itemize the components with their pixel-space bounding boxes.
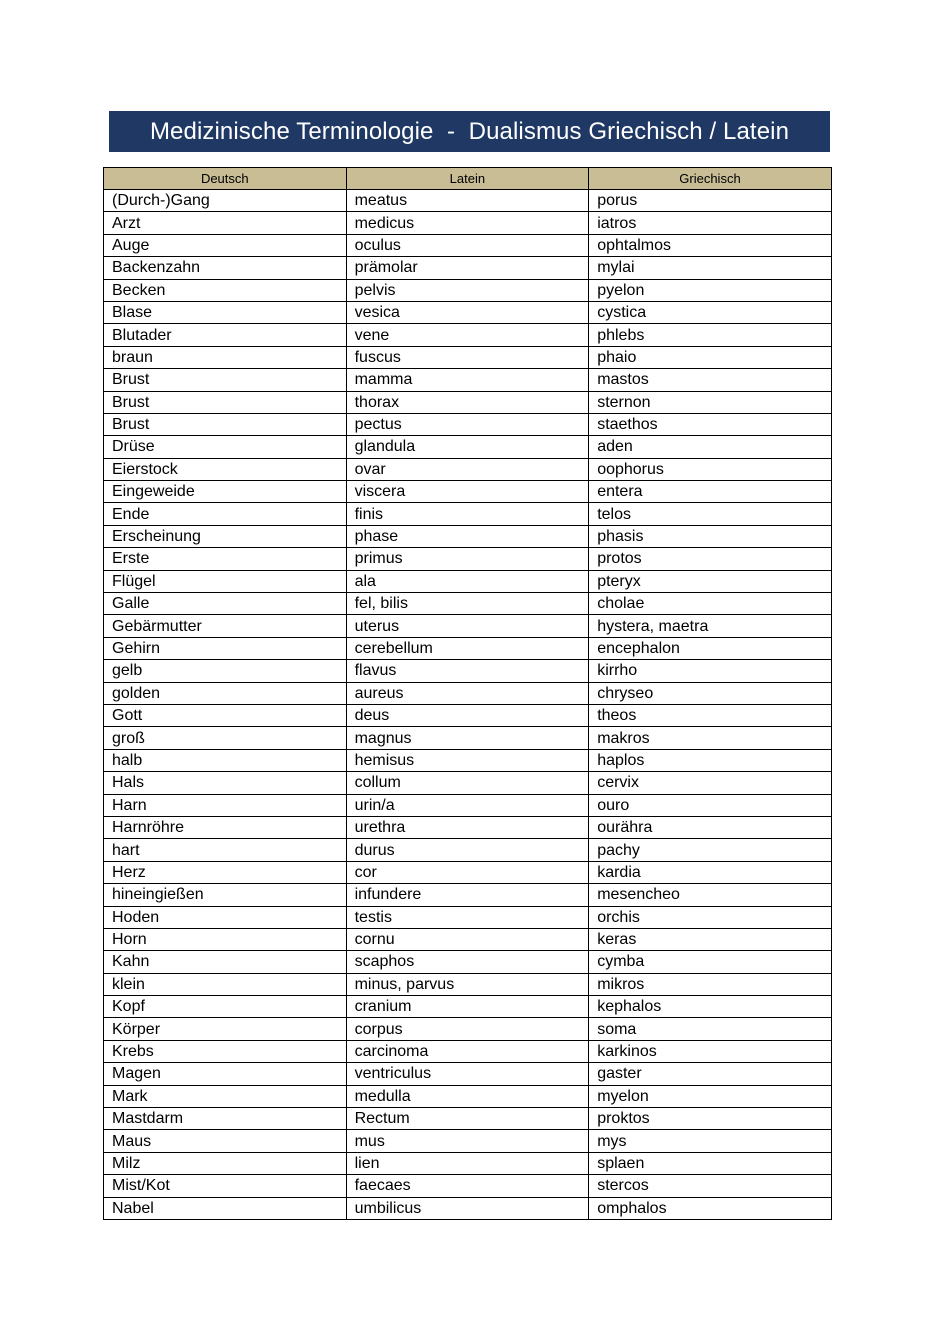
table-row (104, 1197, 832, 1219)
cell-deutsch: Maus (104, 1130, 347, 1152)
table-row (104, 682, 832, 704)
cell-latein: uterus (346, 615, 589, 637)
cell-latein: primus (346, 548, 589, 570)
cell-deutsch: Drüse (104, 436, 347, 458)
cell-deutsch: Hoden (104, 906, 347, 928)
cell-griechisch: ophtalmos (589, 234, 832, 256)
cell-griechisch: phasis (589, 525, 832, 547)
table-row (104, 973, 832, 995)
table-row (104, 884, 832, 906)
cell-deutsch: Arzt (104, 212, 347, 234)
cell-griechisch: mastos (589, 369, 832, 391)
table-row (104, 660, 832, 682)
cell-latein: urethra (346, 816, 589, 838)
cell-latein: oculus (346, 234, 589, 256)
cell-deutsch: Galle (104, 593, 347, 615)
table-row (104, 481, 832, 503)
cell-deutsch: Eierstock (104, 458, 347, 480)
cell-deutsch: Mark (104, 1085, 347, 1107)
cell-latein: meatus (346, 190, 589, 212)
cell-latein: viscera (346, 481, 589, 503)
cell-deutsch: Kopf (104, 996, 347, 1018)
cell-deutsch: Brust (104, 391, 347, 413)
cell-griechisch: hystera, maetra (589, 615, 832, 637)
table-row (104, 749, 832, 771)
cell-griechisch: encephalon (589, 637, 832, 659)
cell-deutsch: Horn (104, 928, 347, 950)
cell-deutsch: Harn (104, 794, 347, 816)
cell-griechisch: ourähra (589, 816, 832, 838)
cell-griechisch: karkinos (589, 1040, 832, 1062)
cell-deutsch: Becken (104, 279, 347, 301)
cell-deutsch: Blutader (104, 324, 347, 346)
cell-griechisch: protos (589, 548, 832, 570)
cell-griechisch: sternon (589, 391, 832, 413)
cell-griechisch: pachy (589, 839, 832, 861)
cell-griechisch: theos (589, 704, 832, 726)
cell-latein: vesica (346, 301, 589, 323)
cell-griechisch: omphalos (589, 1197, 832, 1219)
table-row (104, 1175, 832, 1197)
cell-griechisch: porus (589, 190, 832, 212)
cell-latein: medicus (346, 212, 589, 234)
cell-latein: umbilicus (346, 1197, 589, 1219)
cell-latein: Rectum (346, 1108, 589, 1130)
cell-latein: finis (346, 503, 589, 525)
cell-griechisch: mylai (589, 257, 832, 279)
cell-griechisch: mikros (589, 973, 832, 995)
table-row (104, 861, 832, 883)
cell-griechisch: entera (589, 481, 832, 503)
cell-deutsch: Gehirn (104, 637, 347, 659)
cell-latein: corpus (346, 1018, 589, 1040)
cell-latein: lien (346, 1152, 589, 1174)
table-row (104, 928, 832, 950)
cell-deutsch: halb (104, 749, 347, 771)
table-row (104, 1040, 832, 1062)
cell-griechisch: mesencheo (589, 884, 832, 906)
cell-latein: cerebellum (346, 637, 589, 659)
table-row (104, 951, 832, 973)
table-row (104, 458, 832, 480)
cell-griechisch: iatros (589, 212, 832, 234)
table-row (104, 413, 832, 435)
table-row (104, 212, 832, 234)
table-row (104, 637, 832, 659)
cell-latein: ala (346, 570, 589, 592)
cell-deutsch: Eingeweide (104, 481, 347, 503)
cell-latein: urin/a (346, 794, 589, 816)
cell-deutsch: Milz (104, 1152, 347, 1174)
cell-latein: aureus (346, 682, 589, 704)
cell-griechisch: chryseo (589, 682, 832, 704)
cell-latein: pelvis (346, 279, 589, 301)
cell-griechisch: splaen (589, 1152, 832, 1174)
cell-deutsch: Brust (104, 413, 347, 435)
table-body (104, 190, 832, 1220)
table-row (104, 346, 832, 368)
cell-latein: carcinoma (346, 1040, 589, 1062)
table-row (104, 615, 832, 637)
cell-latein: hemisus (346, 749, 589, 771)
cell-griechisch: proktos (589, 1108, 832, 1130)
cell-latein: flavus (346, 660, 589, 682)
table-row (104, 190, 832, 212)
cell-deutsch: Herz (104, 861, 347, 883)
cell-deutsch: Magen (104, 1063, 347, 1085)
cell-griechisch: mys (589, 1130, 832, 1152)
cell-griechisch: staethos (589, 413, 832, 435)
cell-deutsch: hart (104, 839, 347, 861)
cell-latein: fel, bilis (346, 593, 589, 615)
cell-latein: thorax (346, 391, 589, 413)
cell-latein: collum (346, 772, 589, 794)
cell-griechisch: orchis (589, 906, 832, 928)
cell-griechisch: telos (589, 503, 832, 525)
table-row (104, 727, 832, 749)
cell-griechisch: phlebs (589, 324, 832, 346)
table-row (104, 391, 832, 413)
cell-latein: faecaes (346, 1175, 589, 1197)
table-row (104, 1108, 832, 1130)
cell-latein: phase (346, 525, 589, 547)
column-header-deutsch: Deutsch (104, 168, 347, 190)
table-row (104, 772, 832, 794)
cell-latein: fuscus (346, 346, 589, 368)
table-row (104, 301, 832, 323)
table-row (104, 570, 832, 592)
column-header-griechisch: Griechisch (589, 168, 832, 190)
cell-deutsch: klein (104, 973, 347, 995)
cell-griechisch: makros (589, 727, 832, 749)
cell-deutsch: Hals (104, 772, 347, 794)
table-row (104, 1152, 832, 1174)
table-row (104, 816, 832, 838)
cell-deutsch: golden (104, 682, 347, 704)
cell-deutsch: Erste (104, 548, 347, 570)
table-header-row (104, 168, 832, 190)
cell-deutsch: hineingießen (104, 884, 347, 906)
cell-latein: durus (346, 839, 589, 861)
cell-deutsch: Mist/Kot (104, 1175, 347, 1197)
cell-latein: cranium (346, 996, 589, 1018)
cell-griechisch: phaio (589, 346, 832, 368)
cell-latein: deus (346, 704, 589, 726)
cell-latein: minus, parvus (346, 973, 589, 995)
cell-latein: testis (346, 906, 589, 928)
cell-deutsch: Nabel (104, 1197, 347, 1219)
cell-griechisch: kephalos (589, 996, 832, 1018)
column-header-latein: Latein (346, 168, 589, 190)
table-row (104, 1130, 832, 1152)
cell-griechisch: cystica (589, 301, 832, 323)
table-row (104, 525, 832, 547)
cell-griechisch: cymba (589, 951, 832, 973)
cell-deutsch: Flügel (104, 570, 347, 592)
cell-deutsch: Backenzahn (104, 257, 347, 279)
cell-deutsch: Blase (104, 301, 347, 323)
cell-griechisch: aden (589, 436, 832, 458)
cell-deutsch: Ende (104, 503, 347, 525)
cell-latein: cor (346, 861, 589, 883)
cell-deutsch: Gott (104, 704, 347, 726)
cell-griechisch: soma (589, 1018, 832, 1040)
cell-deutsch: Harnröhre (104, 816, 347, 838)
cell-griechisch: kirrho (589, 660, 832, 682)
cell-griechisch: keras (589, 928, 832, 950)
table-row (104, 704, 832, 726)
cell-deutsch: braun (104, 346, 347, 368)
cell-griechisch: cholae (589, 593, 832, 615)
page-title: Medizinische Terminologie - Dualismus Griechisch / Latein (109, 111, 830, 152)
table-row (104, 436, 832, 458)
cell-griechisch: cervix (589, 772, 832, 794)
cell-latein: pectus (346, 413, 589, 435)
table-row (104, 279, 832, 301)
table-row (104, 1085, 832, 1107)
cell-latein: ventriculus (346, 1063, 589, 1085)
cell-latein: vene (346, 324, 589, 346)
table-row (104, 839, 832, 861)
cell-deutsch: Gebärmutter (104, 615, 347, 637)
table-row (104, 324, 832, 346)
table-row (104, 234, 832, 256)
table-row (104, 906, 832, 928)
table-row (104, 996, 832, 1018)
cell-griechisch: stercos (589, 1175, 832, 1197)
cell-deutsch: Kahn (104, 951, 347, 973)
cell-griechisch: ouro (589, 794, 832, 816)
cell-deutsch: Mastdarm (104, 1108, 347, 1130)
cell-griechisch: kardia (589, 861, 832, 883)
cell-griechisch: pteryx (589, 570, 832, 592)
cell-griechisch: oophorus (589, 458, 832, 480)
cell-deutsch: groß (104, 727, 347, 749)
cell-latein: prämolar (346, 257, 589, 279)
table-row (104, 548, 832, 570)
cell-latein: mus (346, 1130, 589, 1152)
table-row (104, 369, 832, 391)
cell-griechisch: pyelon (589, 279, 832, 301)
table-row (104, 593, 832, 615)
table-row (104, 257, 832, 279)
cell-deutsch: (Durch-)Gang (104, 190, 347, 212)
cell-deutsch: Körper (104, 1018, 347, 1040)
cell-griechisch: haplos (589, 749, 832, 771)
vocabulary-table (103, 167, 832, 1220)
table-row (104, 1063, 832, 1085)
cell-griechisch: gaster (589, 1063, 832, 1085)
cell-griechisch: myelon (589, 1085, 832, 1107)
cell-latein: medulla (346, 1085, 589, 1107)
cell-deutsch: Erscheinung (104, 525, 347, 547)
cell-latein: mamma (346, 369, 589, 391)
cell-latein: ovar (346, 458, 589, 480)
cell-deutsch: Auge (104, 234, 347, 256)
cell-latein: cornu (346, 928, 589, 950)
cell-latein: infundere (346, 884, 589, 906)
cell-deutsch: Brust (104, 369, 347, 391)
table-row (104, 503, 832, 525)
cell-latein: magnus (346, 727, 589, 749)
table-row (104, 1018, 832, 1040)
table-row (104, 794, 832, 816)
cell-latein: glandula (346, 436, 589, 458)
cell-latein: scaphos (346, 951, 589, 973)
cell-deutsch: Krebs (104, 1040, 347, 1062)
cell-deutsch: gelb (104, 660, 347, 682)
